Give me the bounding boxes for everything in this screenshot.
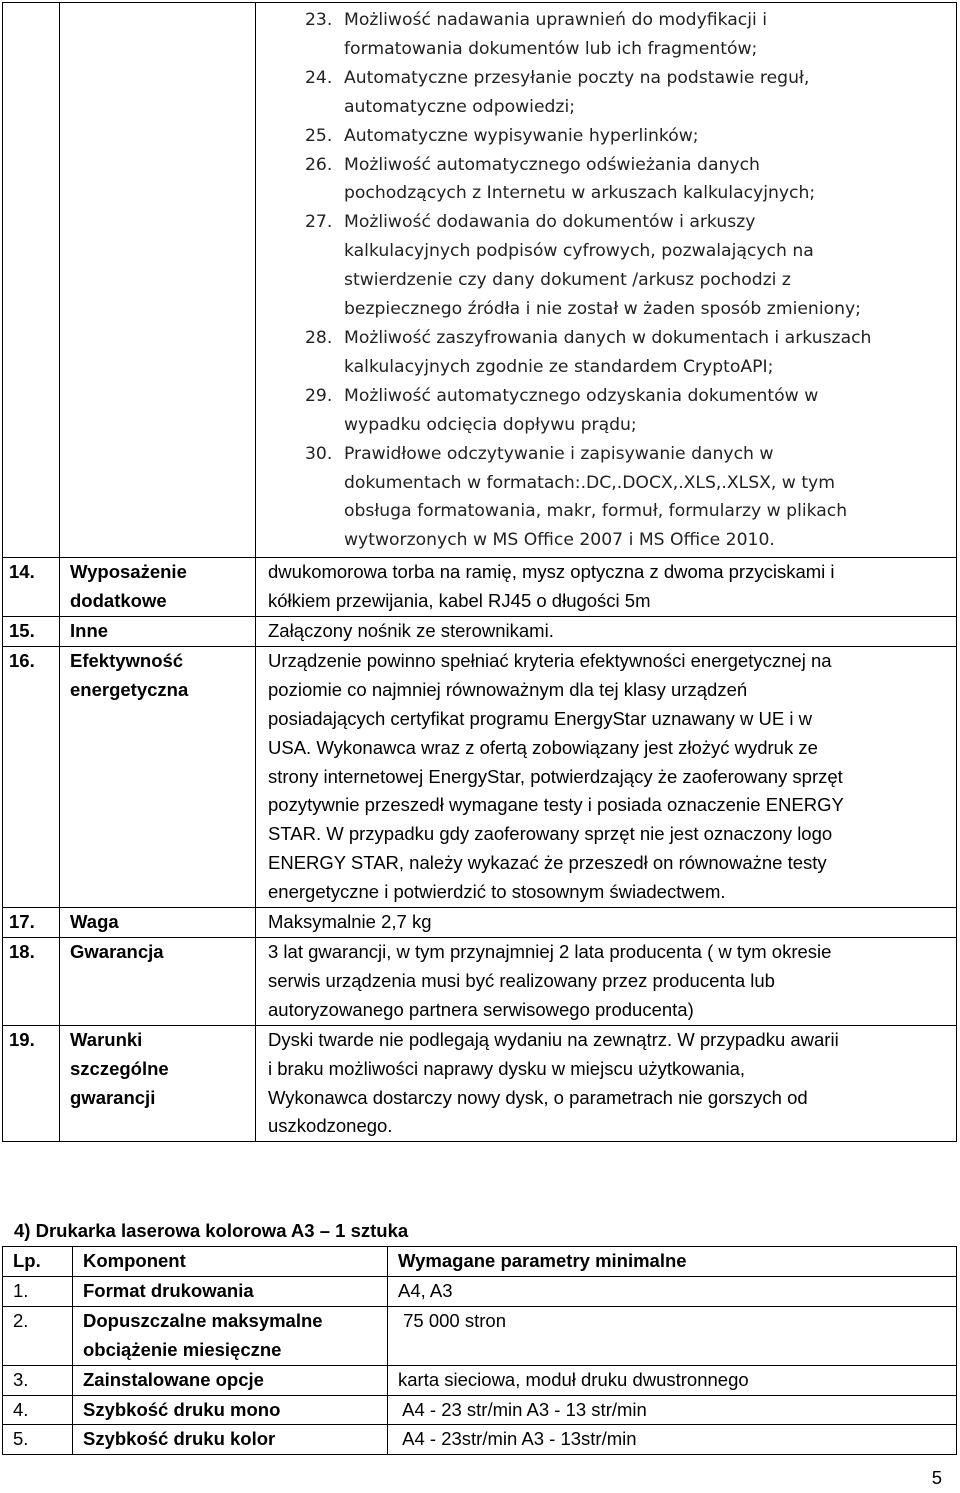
table-row	[3, 3, 957, 558]
text-line: Załączony nośnik ze sterownikami.	[268, 620, 554, 642]
component-cell	[73, 1425, 388, 1455]
lp-cell: 18.	[3, 938, 60, 1026]
item-number: 27.	[305, 212, 333, 233]
requirements-cell	[256, 617, 957, 647]
list-item	[268, 208, 952, 324]
requirements-cell	[256, 558, 957, 617]
component-cell	[60, 1025, 256, 1142]
text-line: posiadających certyfikat programu EnergyStar uznawany w UE i w	[268, 707, 812, 729]
table-header-row	[3, 1247, 957, 1277]
text-line: Możliwość automatycznego odświeżania danych	[344, 154, 760, 175]
component-cell	[73, 1365, 388, 1395]
text-line: serwis urządzenia musi być realizowany przez producenta lub	[268, 969, 775, 991]
item-number: 23.	[305, 10, 333, 30]
text-line: Urządzenie powinno spełniać kryteria efektywności energetycznej na	[268, 649, 832, 671]
text-line: kółkiem przewijania, kabel RJ45 o długości 5m	[268, 590, 651, 612]
requirements-cell: A4 - 23str/min A3 - 13str/min	[388, 1425, 957, 1455]
text-line: 3 lat gwarancji, w tym przynajmniej 2 lata producenta ( w tym okresie	[268, 941, 832, 962]
header-requirements: Wymagane parametry minimalne	[388, 1247, 957, 1277]
lp-cell: 17.	[3, 908, 60, 938]
lp-cell: 5.	[3, 1425, 73, 1455]
text-line: kalkulacyjnych podpisów cyfrowych, pozwalających na	[344, 241, 814, 262]
lp-cell: 15.	[3, 617, 60, 647]
requirements-numbered-list	[268, 6, 952, 555]
spec-table-printer	[2, 1246, 957, 1455]
lp-cell: 2.	[3, 1306, 73, 1365]
lp-cell: 1.	[3, 1276, 73, 1306]
text-line: wytworzonych w MS Office 2007 i MS Office 2010.	[344, 530, 775, 551]
text-line: stwierdzenie czy dany dokument /arkusz pochodzi z	[344, 270, 791, 291]
text-line: Warunki	[70, 1028, 143, 1050]
requirements-cell: karta sieciowa, moduł druku dwustronnego	[388, 1365, 957, 1395]
text-line: gwarancji	[70, 1086, 156, 1108]
requirements-cell	[256, 938, 957, 1026]
list-item	[268, 6, 952, 64]
component-cell	[60, 3, 256, 558]
list-item	[268, 382, 952, 440]
component-cell	[60, 558, 256, 617]
text-line: Automatyczne wypisywanie hyperlinków;	[344, 125, 699, 146]
component-cell	[60, 908, 256, 938]
requirements-cell	[256, 3, 957, 558]
table-row	[3, 617, 957, 647]
text-line: Szybkość druku kolor	[83, 1428, 276, 1450]
requirements-cell: 75 000 stron	[388, 1306, 957, 1365]
item-text	[344, 444, 847, 551]
table-row	[3, 1365, 957, 1395]
spec-table-printer-body	[3, 1247, 957, 1455]
lp-cell: 4.	[3, 1395, 73, 1425]
item-text	[344, 386, 818, 435]
text-line: obciążenie miesięczne	[83, 1338, 282, 1360]
table-row	[3, 1276, 957, 1306]
text-line: dodatkowe	[70, 590, 167, 612]
table-row	[3, 938, 957, 1026]
table-row	[3, 646, 957, 907]
text-line: pochodzących z Internetu w arkuszach kalkulacyjnych;	[344, 183, 816, 204]
text-line: dokumentach w formatach:.DC,.DOCX,.XLS,.XLSX, w tym	[344, 472, 835, 493]
lp-cell: 16.	[3, 646, 60, 907]
text-line: strony internetowej EnergyStar, potwierdzający że zaoferowany sprzęt	[268, 765, 843, 787]
text-line: Zainstalowane opcje	[83, 1368, 264, 1390]
item-number: 30.	[305, 443, 333, 464]
text-line: ENERGY STAR, należy wykazać że przeszedł on równoważne testy	[268, 852, 827, 874]
text-line: bezpiecznego źródła i nie został w żaden sposób zmieniony;	[344, 299, 861, 320]
list-item	[268, 324, 952, 382]
text-line: uszkodzonego.	[268, 1115, 393, 1137]
text-line: Automatyczne przesyłanie poczty na podstawie reguł,	[344, 67, 810, 88]
text-line: energetyczne i potwierdzić to stosownym świadectwem.	[268, 881, 726, 903]
text-line: wypadku odcięcia dopływu prądu;	[344, 414, 637, 435]
text-line: obsługa formatowania, makr, formuł, formularzy w plikach	[344, 501, 848, 522]
text-line: dwukomorowa torba na ramię, mysz optyczna z dwoma przyciskami i	[268, 561, 835, 583]
text-line: Dopuszczalne maksymalne	[83, 1309, 323, 1331]
text-line: Waga	[70, 911, 119, 933]
table-row	[3, 908, 957, 938]
list-item	[268, 151, 952, 209]
header-component: Komponent	[73, 1247, 388, 1277]
item-text	[344, 10, 767, 59]
component-cell	[73, 1306, 388, 1365]
text-line: autoryzowanego partnera serwisowego producenta)	[268, 998, 694, 1020]
table-row	[3, 1425, 957, 1455]
item-text	[344, 155, 815, 204]
spec-table-laptop	[2, 2, 957, 1142]
requirements-cell: A4 - 23 str/min A3 - 13 str/min	[388, 1395, 957, 1425]
text-line: Dyski twarde nie podlegają wydaniu na zewnątrz. W przypadku awarii	[268, 1028, 839, 1050]
text-line: Format drukowania	[83, 1279, 254, 1301]
item-text	[344, 328, 871, 377]
page-number: 5	[931, 1467, 942, 1488]
component-cell	[60, 617, 256, 647]
list-item	[268, 440, 952, 556]
text-line: Inne	[70, 620, 109, 642]
spec-table-laptop-body	[3, 3, 957, 1142]
section-title: 4) Drukarka laserowa kolorowa A3 – 1 sztuka	[14, 1220, 409, 1241]
text-line: Możliwość dodawania do dokumentów i arkuszy	[344, 212, 756, 233]
text-line: Gwarancja	[70, 941, 164, 962]
item-text	[344, 68, 809, 117]
lp-cell: 19.	[3, 1025, 60, 1142]
text-line: energetyczna	[70, 678, 189, 700]
component-cell	[60, 646, 256, 907]
table-row	[3, 558, 957, 617]
text-line: kalkulacyjnych zgodnie ze standardem CryptoAPI;	[344, 356, 774, 377]
component-cell	[73, 1395, 388, 1425]
requirements-cell: A4, A3	[388, 1276, 957, 1306]
list-item	[268, 122, 952, 151]
text-line: Efektywność	[70, 649, 184, 671]
requirements-cell	[256, 646, 957, 907]
text-line: Wyposażenie	[70, 561, 187, 583]
lp-cell: 14.	[3, 558, 60, 617]
item-number: 29.	[305, 385, 333, 406]
item-number: 25.	[305, 125, 333, 146]
requirements-cell	[256, 1025, 957, 1142]
text-line: Szybkość druku mono	[83, 1398, 281, 1420]
table-row	[3, 1306, 957, 1365]
component-cell	[73, 1276, 388, 1306]
text-line: Możliwość nadawania uprawnień do modyfikacji i	[344, 10, 768, 30]
item-number: 24.	[305, 67, 333, 88]
list-item	[268, 64, 952, 122]
text-line: formatowania dokumentów lub ich fragmentów;	[344, 38, 758, 59]
text-line: szczególne	[70, 1057, 169, 1079]
text-line: automatyczne odpowiedzi;	[344, 96, 576, 117]
text-line: Maksymalnie 2,7 kg	[268, 911, 432, 933]
requirements-cell	[256, 908, 957, 938]
text-line: STAR. W przypadku gdy zaoferowany sprzęt nie jest oznaczony logo	[268, 823, 833, 845]
text-line: Możliwość automatycznego odzyskania dokumentów w	[344, 385, 819, 406]
text-line: pozytywnie przeszedł wymagane testy i posiada oznaczenie ENERGY	[268, 794, 844, 816]
text-line: Możliwość zaszyfrowania danych w dokumentach i arkuszach	[344, 327, 872, 348]
table-row	[3, 1395, 957, 1425]
lp-cell: 3.	[3, 1365, 73, 1395]
text-line: poziomie co najmniej równoważnym dla tej klasy urządzeń	[268, 678, 748, 700]
item-number: 26.	[305, 154, 333, 175]
text-line: Prawidłowe odczytywanie i zapisywanie danych w	[344, 443, 774, 464]
item-text	[344, 126, 699, 146]
item-text	[344, 212, 861, 319]
text-line: Wykonawca dostarczy nowy dysk, o parametrach nie gorszych od	[268, 1086, 808, 1108]
header-lp: Lp.	[3, 1247, 73, 1277]
table-row	[3, 1025, 957, 1142]
item-number: 28.	[305, 327, 333, 348]
text-line: USA. Wykonawca wraz z ofertą zobowiązany jest złożyć wydruk ze	[268, 736, 818, 758]
component-cell	[60, 938, 256, 1026]
text-line: i braku możliwości naprawy dysku w miejscu użytkowania,	[268, 1057, 746, 1079]
lp-cell	[3, 3, 60, 558]
